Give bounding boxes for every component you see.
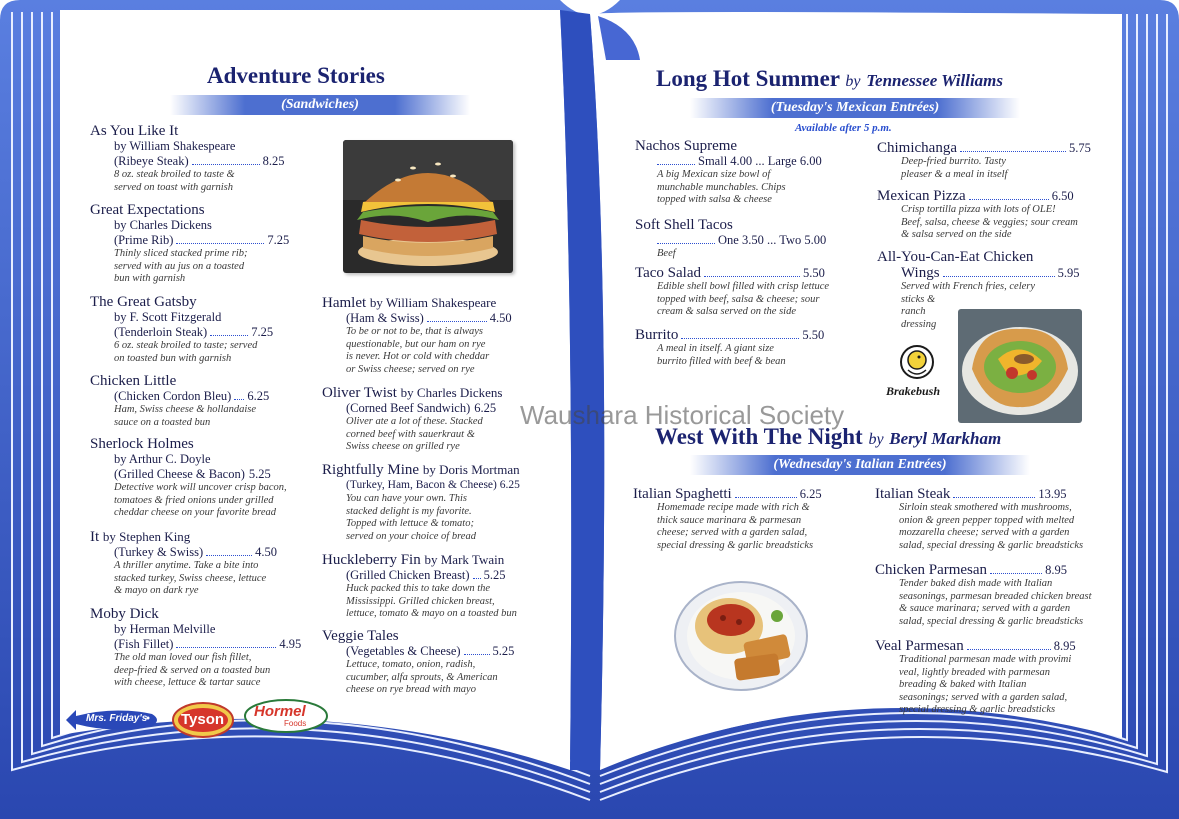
availability-note: Available after 5 p.m. bbox=[795, 122, 892, 134]
menu-item-great-expectations: Great Expectations by Charles Dickens (Prime Rib) 7.25 Thinly sliced stacked prime rib; served with au jus on a toasted bun with garnish bbox=[90, 202, 290, 284]
menu-item-veggie-tales: Veggie Tales (Vegetables & Cheese) 5.25 Lettuce, tomato, onion, radish, cucumber, alfa sprouts, & American cheese on rye bread with mayo bbox=[322, 628, 515, 695]
menu-item-mexican-pizza: Mexican Pizza 6.50 Crisp tortilla pizza with lots of OLE! Beef, salsa, cheese & veggies; sour cream & salsa served on the side bbox=[877, 188, 1078, 240]
mrs-fridays-logo: Mrs. Friday's bbox=[64, 706, 164, 734]
menu-item-moby-dick: Moby Dick by Herman Melville (Fish Fillet) 4.95 The old man loved our fish fillet, deep-fried & served on a toasted bun with cheese, lettuce & tartar sauce bbox=[90, 606, 302, 688]
tyson-logo: Tyson bbox=[172, 702, 234, 738]
menu-item-veal-parmesan: Veal Parmesan 8.95 Traditional parmesan made with provimi veal, lightly breaded with parmesan breading & baked with Italian seasonings; served with a garden salad, special dressing & garlic breadsticks bbox=[875, 638, 1076, 715]
menu-item-chicken-little: Chicken Little (Chicken Cordon Bleu) 6.25 Ham, Swiss cheese & hollandaise sauce on a toasted bun bbox=[90, 373, 270, 428]
section-title-west-with-the-night: West With The Night by Beryl Markham bbox=[655, 424, 1002, 449]
menu-item-taco-salad: Taco Salad 5.50 Edible shell bowl filled with crisp lettuce topped with beef, salsa & cheese; sour cream & salsa served on the side bbox=[635, 265, 830, 317]
menu-item-burrito: Burrito 5.50 A meal in itself. A giant size burrito filled with beef & bean bbox=[635, 327, 825, 367]
menu-item-soft-shell-tacos: Soft Shell Tacos One 3.50 ... Two 5.00 Beef bbox=[635, 217, 827, 259]
menu-item-all-you-can-eat-chicken-wings: All-You-Can-Eat Chicken Wings 5.95 Served with French fries, celery sticks & ranch dressing bbox=[877, 249, 1080, 330]
section-title-long-hot-summer: Long Hot Summer by Tennessee Williams bbox=[656, 66, 1004, 91]
menu-item-huckleberry-fin: Huckleberry Fin by Mark Twain (Grilled Chicken Breast) 5.25 Huck packed this to take down the Mississippi. Grilled chicken breast, lettuce, tomato & mayo on a toasted bun bbox=[322, 552, 517, 619]
burger-photo bbox=[343, 140, 513, 273]
watermark-text: Waushara Historical Society bbox=[520, 400, 845, 430]
menu-item-as-you-like-it: As You Like It by William Shakespeare (Ribeye Steak) 8.25 8 oz. steak broiled to taste & served on toast with garnish bbox=[90, 123, 285, 193]
menu-item-italian-steak: Italian Steak 13.95 Sirloin steak smothered with mushrooms, onion & green pepper topped with melted mozzarella cheese; served with a garden salad, special dressing & garlic breadsticks bbox=[875, 486, 1084, 551]
section-banner-tuesday-mexican: (Tuesday's Mexican Entrées) bbox=[690, 98, 1020, 118]
taco-salad-photo bbox=[958, 309, 1082, 423]
brakebush-logo: Brakebush bbox=[882, 340, 952, 404]
hormel-foods-logo: Hormel Foods bbox=[244, 699, 328, 733]
menu-item-oliver-twist: Oliver Twist by Charles Dickens (Corned Beef Sandwich) 6.25 Oliver ate a lot of these. Stacked corned beef with sauerkraut & Swiss cheese on grilled rye bbox=[322, 385, 503, 452]
menu-item-chimichanga: Chimichanga 5.75 Deep-fried burrito. Tasty pleaser & a meal in itself bbox=[877, 140, 1091, 180]
section-title-adventure-stories: Adventure Stories bbox=[207, 63, 385, 88]
menu-item-sherlock-holmes: Sherlock Holmes by Arthur C. Doyle (Grilled Cheese & Bacon) 5.25 Detective work will uncover crisp bacon, tomatoes & fried onions under grilled cheddar cheese on your favorite bread bbox=[90, 436, 287, 518]
section-banner-wednesday-italian: (Wednesday's Italian Entrées) bbox=[690, 455, 1030, 475]
spaghetti-photo bbox=[671, 576, 811, 694]
menu-item-chicken-parmesan: Chicken Parmesan 8.95 Tender baked dish made with Italian seasonings, parmesan breaded chicken breast & sauce marinara; served with a garden salad, special dressing & garlic breadsticks bbox=[875, 562, 1092, 627]
menu-item-italian-spaghetti: Italian Spaghetti 6.25 Homemade recipe made with rich & thick sauce marinara & parmesan cheese; served with a garden salad, special dressing & garlic breadsticks bbox=[633, 486, 822, 551]
menu-item-rightfully-mine: Rightfully Mine by Doris Mortman (Turkey, Ham, Bacon & Cheese) 6.25 You can have your own. This stacked delight is my favorite. Topped with lettuce & tomato; served on your choice of bread bbox=[322, 462, 520, 542]
section-banner-sandwiches: (Sandwiches) bbox=[170, 95, 470, 115]
menu-item-hamlet: Hamlet by William Shakespeare (Ham & Swiss) 4.50 To be or not to be, that is always questionable, but our ham on rye is never. Hot or cold with cheddar or Swiss cheese; served on rye bbox=[322, 295, 512, 375]
menu-item-nachos-supreme: Nachos Supreme Small 4.00 ... Large 6.00 A big Mexican size bowl of munchable munchables. Chips topped with salsa & cheese bbox=[635, 138, 822, 205]
menu-item-the-great-gatsby: The Great Gatsby by F. Scott Fitzgerald (Tenderloin Steak) 7.25 6 oz. steak broiled to taste; served on toasted bun with garnish bbox=[90, 294, 274, 364]
menu-item-it: It by Stephen King (Turkey & Swiss) 4.50 A thriller anytime. Take a bite into stacked turkey, Swiss cheese, lettuce & mayo on dark rye bbox=[90, 529, 278, 596]
